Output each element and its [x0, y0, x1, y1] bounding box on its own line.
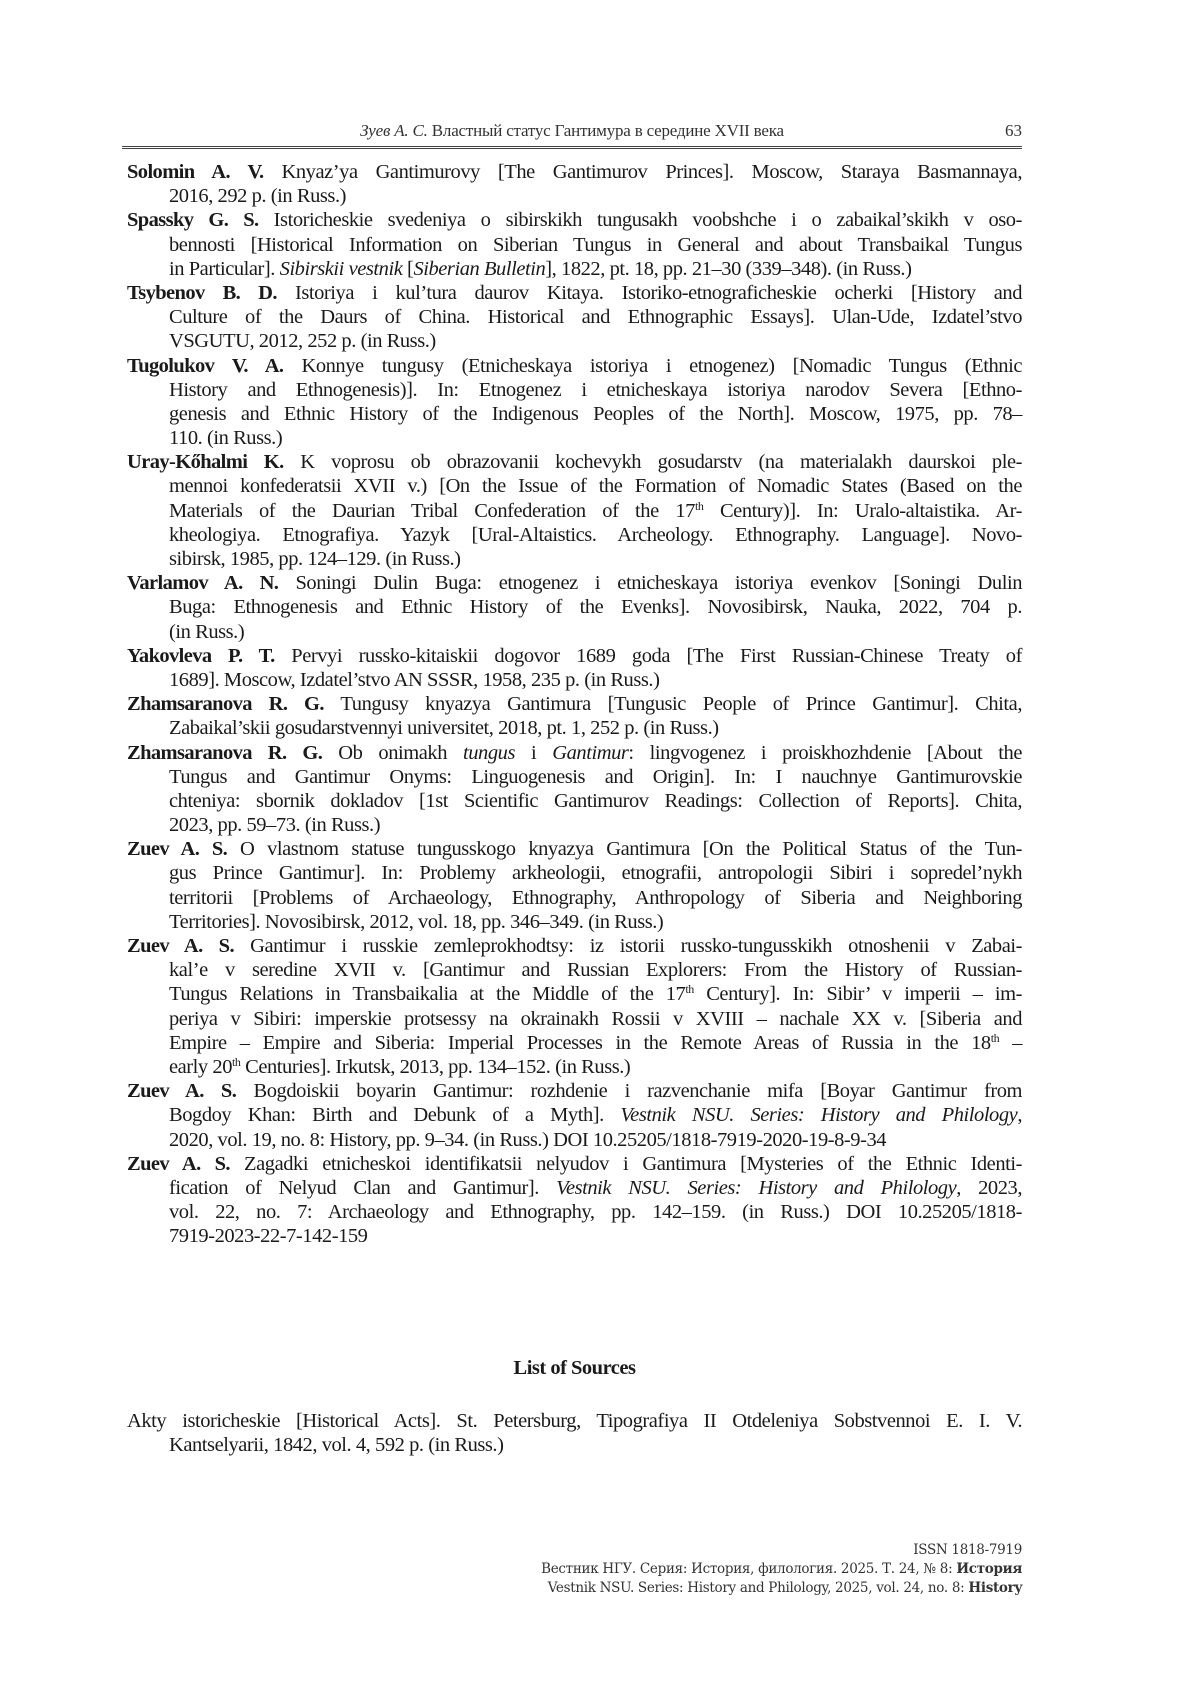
reference-author: Zuev A. S. [127, 838, 228, 861]
reference-author: Tugolukov V. A. [127, 354, 284, 377]
reference-line: Territories]. Novosibirsk, 2012, vol. 18, pp. 346–349. (in Russ.) [169, 910, 664, 933]
reference-line: mennoi konfederatsii XVII v.) [On the Issue of the Formation of Nomadic States (Based on the [169, 475, 1022, 498]
reference-author: Varlamov A. N. [127, 572, 279, 595]
reference-line: fication of Nelyud Clan and Gantimur]. Vestnik NSU. Series: History and Philology, 2023, [169, 1176, 1022, 1199]
reference-line: Uray-Kőhalmi K. K voprosu ob obrazovanii kochevykh gosudarstv (na materialakh daurskoi ple- [127, 451, 1022, 474]
footer-en-line: Vestnik NSU. Series: History and Philology, 2025, vol. 24, no. 8: History [547, 1580, 1022, 1596]
reference-entry [127, 571, 1022, 644]
reference-line: Zuev A. S. Zagadki etnicheskoi identifikatsii nelyudov i Gantimura [Mysteries of the Ethnic Identi- [127, 1152, 1023, 1175]
reference-entry [127, 741, 1022, 838]
reference-entry [127, 1152, 1022, 1249]
reference-line: Buga: Ethnogenesis and Ethnic History of the Evenks]. Novosibirsk, Nauka, 2022, 704 p. [169, 596, 1022, 619]
source-entry [127, 1409, 1022, 1457]
reference-line: Tugolukov V. A. Konnye tungusy (Etnicheskaya istoriya i etnogenez) [Nomadic Tungus (Ethnic [127, 354, 1022, 377]
reference-author: Uray-Kőhalmi K. [127, 451, 284, 474]
running-header [122, 121, 1022, 145]
reference-line: chteniya: sbornik dokladov [1st Scientific Gantimurov Readings: Collection of Reports]. Chita, [169, 789, 1022, 812]
journal-footer [541, 1541, 1022, 1598]
reference-entry [127, 450, 1022, 571]
reference-entry [127, 1079, 1022, 1152]
source-line: Kantselyarii, 1842, vol. 4, 592 p. (in Russ.) [169, 1434, 504, 1457]
reference-line: Spassky G. S. Istoricheskie svedeniya o sibirskikh tungusakh voobshche i o zabaikal’skikh v oso- [127, 209, 1022, 232]
reference-line: Zuev A. S. Bogdoiskii boyarin Gantimur: rozhdenie i razvenchanie mifa [Boyar Gantimur from [127, 1080, 1023, 1103]
reference-line: Zuev A. S. Gantimur i russkie zemleprokhodtsy: iz istorii russko-tungusskikh otnoshenii v Zabai- [127, 935, 1023, 957]
reference-line: gus Prince Gantimur]. In: Problemy arkheologii, etnografii, antropologii Sibiri i sopredel’nykh [169, 862, 1022, 885]
reference-line: 110. (in Russ.) [169, 427, 283, 450]
reference-line: Zhamsaranova R. G. Tungusy knyazya Gantimura [Tungusic People of Prince Gantimur]. Chita, [127, 693, 1022, 716]
reference-line: Varlamov A. N. Soningi Dulin Buga: etnogenez i etnicheskaya istoriya evenkov [Soningi Dulin [127, 572, 1022, 595]
source-line: Akty istoricheskie [Historical Acts]. St. Petersburg, Tipografiya II Otdeleniya Sobstvennoi E. I. V. [127, 1410, 1022, 1432]
reference-author: Zhamsaranova R. G. [127, 693, 324, 716]
reference-line: kheologiya. Etnografiya. Yazyk [Ural-Altaistics. Archeology. Ethnography. Language]. Novo- [169, 523, 1022, 546]
reference-entry [127, 208, 1022, 281]
reference-line: Empire – Empire and Siberia: Imperial Processes in the Remote Areas of Russia in the 18th – [169, 1030, 1022, 1054]
references-list [127, 160, 1022, 1248]
reference-entry [127, 354, 1022, 451]
reference-line: 2020, vol. 19, no. 8: History, pp. 9–34. (in Russ.) DOI 10.25205/1818-7919-2020-19-8-9-34 [169, 1128, 887, 1151]
reference-line: 2016, 292 p. (in Russ.) [169, 185, 347, 208]
reference-author: Zuev A. S. [127, 935, 234, 957]
reference-line: Bogdoy Khan: Birth and Debunk of a Myth]. Vestnik NSU. Series: History and Philology, [169, 1104, 1022, 1127]
reference-line: Tsybenov B. D. Istoriya i kul’tura daurov Kitaya. Istoriko-etnograficheskie ocherki [History and [127, 281, 1023, 304]
reference-line: Yakovleva P. T. Pervyi russko-kitaiskii dogovor 1689 goda [The First Russian-Chinese Treaty of [127, 644, 1022, 667]
reference-author: Tsybenov B. D. [127, 281, 277, 304]
header-rule [122, 146, 1022, 149]
reference-author: Zuev A. S. [127, 1152, 230, 1175]
reference-line: Materials of the Daurian Tribal Confederation of the 17th Century)]. In: Uralo-altaistika. Ar- [169, 498, 1022, 522]
reference-author: Solomin A. V. [127, 161, 264, 183]
page-number: 63 [1005, 121, 1022, 140]
reference-line: territorii [Problems of Archaeology, Ethnography, Anthropology of Siberia and Neighboring [169, 886, 1022, 909]
reference-line: 1689]. Moscow, Izdatel’stvo AN SSSR, 1958, 235 p. (in Russ.) [169, 668, 660, 691]
running-title-text: Властный статус Гантимура в середине XVII века [431, 121, 784, 140]
running-title-author: Зуев А. С. [360, 121, 428, 140]
reference-line: VSGUTU, 2012, 252 p. (in Russ.) [169, 330, 436, 353]
reference-line: Tungus and Gantimur Onyms: Linguogenesis and Origin]. In: I nauchnye Gantimurovskie [169, 765, 1022, 788]
reference-entry [127, 160, 1022, 208]
reference-entry [127, 692, 1022, 740]
reference-author: Spassky G. S. [127, 209, 259, 232]
footer-ru-line: Вестник НГУ. Серия: История, филология. 2025. Т. 24, № 8: История [541, 1561, 1022, 1577]
reference-line: periya v Sibiri: imperskie protsessy na okrainakh Rossii v XVIII – nachale XX v. [Siberia and [169, 1007, 1022, 1030]
sources-list [127, 1409, 1022, 1457]
reference-line: vol. 22, no. 7: Archaeology and Ethnography, pp. 142–159. (in Russ.) DOI 10.25205/1818- [169, 1201, 1022, 1224]
section-title-sources: List of Sources [513, 1357, 636, 1379]
reference-author: Yakovleva P. T. [127, 644, 275, 667]
reference-line: bennosti [Historical Information on Siberian Tungus in General and about Transbaikal Tungus [169, 233, 1022, 256]
reference-entry [127, 837, 1022, 934]
reference-line: History and Ethnogenesis)]. In: Etnogenez i etnicheskaya istoriya narodov Severa [Ethno- [169, 378, 1022, 401]
reference-line: kal’e v seredine XVII v. [Gantimur and Russian Explorers: From the History of Russian- [169, 959, 1022, 982]
reference-entry [127, 281, 1022, 354]
reference-author: Zhamsaranova R. G. [127, 741, 323, 764]
reference-entry [127, 644, 1022, 692]
reference-line: (in Russ.) [169, 620, 245, 643]
reference-line: genesis and Ethnic History of the Indigenous Peoples of the North]. Moscow, 1975, pp. 78– [169, 402, 1022, 425]
reference-line: Tungus Relations in Transbaikalia at the Middle of the 17th Century]. In: Sibir’ v imperii – im- [169, 982, 1023, 1006]
running-title [122, 121, 1022, 141]
footer-issn: ISSN 1818-7919 [913, 1542, 1022, 1558]
reference-line: Zhamsaranova R. G. Ob onimakh tungus i Gantimur: lingvogenez i proiskhozhdenie [About the [127, 741, 1022, 764]
reference-line: sibirsk, 1985, pp. 124–129. (in Russ.) [169, 548, 461, 570]
reference-entry [127, 934, 1022, 1079]
reference-line: Solomin A. V. Knyaz’ya Gantimurovy [The Gantimurov Princes]. Moscow, Staraya Basmannaya, [127, 161, 1022, 183]
reference-line: Zuev A. S. O vlastnom statuse tungusskogo knyazya Gantimura [On the Political Status of the Tun- [127, 838, 1022, 861]
reference-line: 7919-2023-22-7-142-159 [169, 1225, 368, 1248]
reference-line: Zabaikal’skii gosudarstvennyi universitet, 2018, pt. 1, 252 p. (in Russ.) [169, 717, 719, 740]
reference-author: Zuev A. S. [127, 1080, 237, 1103]
reference-line: early 20th Centuries]. Irkutsk, 2013, pp. 134–152. (in Russ.) [169, 1054, 631, 1078]
reference-line: 2023, pp. 59–73. (in Russ.) [169, 814, 381, 837]
reference-line: in Particular]. Sibirskii vestnik [Siberian Bulletin], 1822, pt. 18, pp. 21–30 (339–348). (in Russ.) [169, 257, 912, 280]
reference-line: Culture of the Daurs of China. Historical and Ethnographic Essays]. Ulan-Ude, Izdatel’stvo [169, 306, 1022, 329]
